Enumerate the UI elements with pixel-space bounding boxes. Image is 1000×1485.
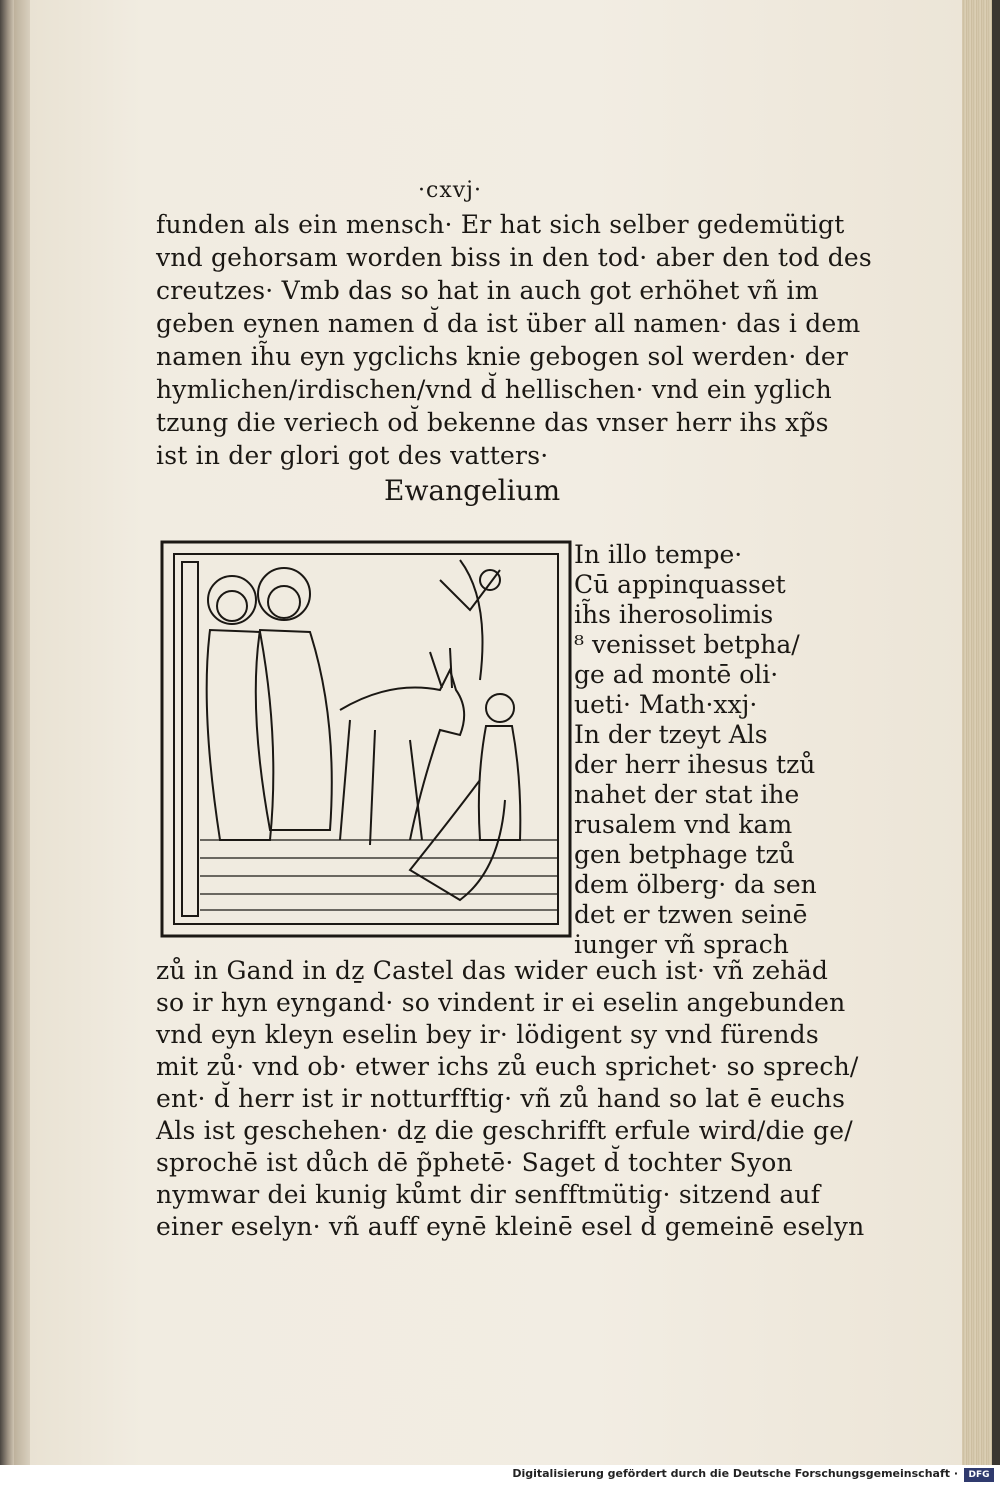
side-text-line: iunger vñ sprach: [574, 930, 789, 959]
text-line: tzung die veriech od̆ bekenne das vnser herr ihs xp̃s: [156, 408, 829, 437]
side-text-line: det er tzwen seinē: [574, 900, 808, 929]
text-line: sprochē ist důch dē p̃phetē· Saget d̆ tochter Syon: [156, 1148, 793, 1177]
text-line: zů in Gand in dẕ Castel das wider euch ist· vñ zehäd: [156, 956, 829, 985]
side-text-line: gen betphage tzů: [574, 840, 795, 869]
text-line: namen ih̃u eyn ygclichs knie gebogen sol werden· der: [156, 342, 849, 371]
text-line: so ir hyn eyngand· so vindent ir ei eselin angebunden: [156, 988, 846, 1017]
text-line: vnd gehorsam worden biss in den tod· aber den tod des: [156, 243, 872, 272]
gospel-incipit-line: In illo tempe·: [574, 540, 743, 569]
funding-credit: Digitalisierung gefördert durch die Deutsche Forschungsgemeinschaft ·: [512, 1467, 958, 1480]
page-block-edges: [962, 0, 1000, 1465]
side-text-line: ueti· Math·xxj·: [574, 690, 758, 719]
text-line: geben eynen namen d̆ da ist über all namen· das i dem: [156, 309, 861, 338]
side-text-line: ⁸ venisset betpha/: [574, 630, 800, 659]
text-line: creutzes· Vmb das so hat in auch got erhöhet vñ im: [156, 276, 819, 305]
footer-bar: [0, 1465, 1000, 1485]
side-text-line: In der tzeyt Als: [574, 720, 768, 749]
side-text-line: der herr ihesus tzů: [574, 750, 816, 779]
facing-page-edge: [0, 0, 14, 1465]
text-line: ent· d̆ herr ist ir notturfftig· vñ zů hand so lat ē euchs: [156, 1084, 846, 1113]
dfg-logo[interactable]: DFG: [964, 1468, 994, 1482]
side-text-line: nahet der stat ihe: [574, 780, 800, 809]
text-line: hymlichen/irdischen/vnd d̆ hellischen· vnd ein yglich: [156, 375, 832, 404]
text-line: Als ist geschehen· dẕ die geschrifft erfule wird/die ge/: [156, 1116, 853, 1145]
text-line: nymwar dei kunig kůmt dir senfftmütig· sitzend auf: [156, 1180, 821, 1209]
side-text-line: dem ölberg· da sen: [574, 870, 817, 899]
woodcut-illustration: [160, 540, 572, 938]
text-line: vnd eyn kleyn eselin bey ir· lödigent sy vnd fürends: [156, 1020, 819, 1049]
side-text-line: ge ad montē oli·: [574, 660, 779, 689]
side-text-line: rusalem vnd kam: [574, 810, 793, 839]
folio-number: ·cxvj·: [418, 178, 482, 203]
side-text-line: Cū appinquasset: [574, 570, 786, 599]
text-line: funden als ein mensch· Er hat sich selber gedemütigt: [156, 210, 845, 239]
side-text-line: ih̃s iherosolimis: [574, 600, 774, 629]
section-heading: Ewangelium: [384, 474, 561, 507]
text-line: einer eselyn· vñ auff eynē kleinē esel d̆ gemeinē eselyn: [156, 1212, 865, 1241]
text-line: ist in der glori got des vatters·: [156, 441, 549, 470]
text-line: mit zů· vnd ob· etwer ichs zů euch sprichet· so sprech/: [156, 1052, 859, 1081]
